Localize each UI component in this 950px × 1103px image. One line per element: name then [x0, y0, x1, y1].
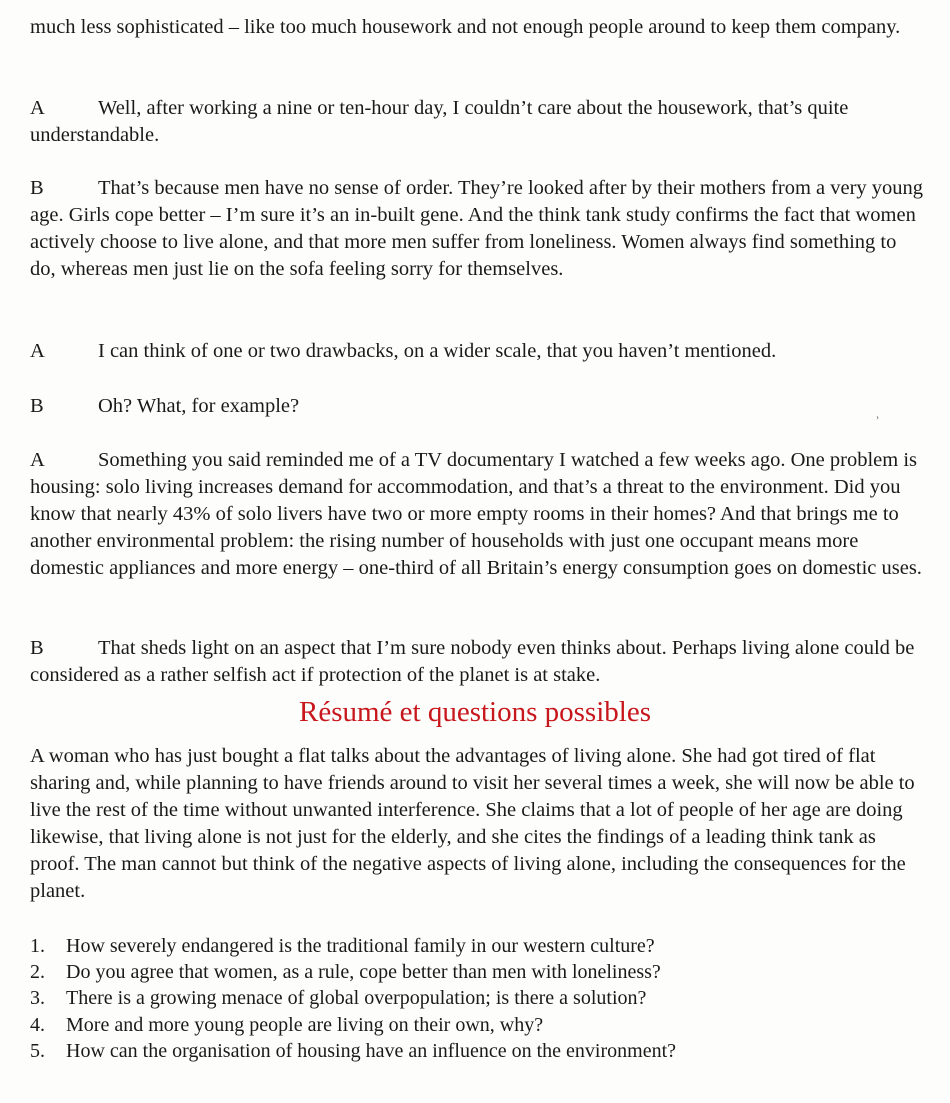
scan-speck: ›	[876, 412, 879, 422]
question-number: 5.	[30, 1039, 45, 1062]
question-number: 3.	[30, 987, 45, 1010]
speaker-label: A	[30, 449, 45, 471]
question-number: 2.	[30, 961, 45, 984]
dialogue-text: Oh? What, for example?	[98, 395, 300, 417]
question-item	[30, 933, 925, 959]
dialogue-text: much less sophisticated – like too much housework and not enough people around to keep them company.	[30, 16, 901, 38]
question-text: More and more young people are living on their own, why?	[66, 1013, 544, 1036]
summary-paragraph: A woman who has just bought a flat talks about the advantages of living alone. She had got tired of flat sharing and, while planning to have friends around to visit her several times a week, she will now be able to live the rest of the time without unwanted interference. She claims that a lot of people of her age are doing likewise, that living alone is not just for the elderly, and she cites the findings of a leading think tank as proof. The man cannot but think of the negative aspects of living alone, including the consequences for the planet.	[30, 745, 915, 902]
dialogue-text: That sheds light on an aspect that I’m sure nobody even thinks about. Perhaps living alone could be considered as a rather selfish act if protection of the planet is at stake.	[30, 637, 915, 686]
dialogue-text: That’s because men have no sense of order. They’re looked after by their mothers from a very young age. Girls cope better – I’m sure it’s an in-built gene. And the think tank study confirms the fact that women actively choose to live alone, and that more men suffer from loneliness. Women always find something to do, whereas men just lie on the sofa feeling sorry for themselves.	[30, 177, 924, 280]
dialogue-line	[30, 338, 925, 365]
dialogue-text: Well, after working a nine or ten-hour day, I couldn’t care about the housework, that’s quite understandable.	[30, 97, 849, 146]
question-text: How severely endangered is the traditional family in our western culture?	[66, 935, 655, 957]
speaker-label: B	[30, 177, 44, 199]
dialogue-text: Something you said reminded me of a TV documentary I watched a few weeks ago. One problem is housing: solo living increases demand for accommodation, and that’s a threat to the environment. Did you know that nearly 43% of solo livers have two or more empty rooms in their homes? And that brings me to another environmental problem: the rising number of households with just one occupant means more domestic appliances and more energy – one-third of all Britain’s energy consumption goes on domestic uses.	[30, 449, 922, 579]
questions-list	[30, 933, 925, 1064]
dialogue-continuation	[30, 14, 925, 41]
dialogue-line	[30, 175, 925, 283]
question-number: 1.	[30, 935, 45, 957]
question-item	[30, 959, 925, 985]
dialogue-text: I can think of one or two drawbacks, on a wider scale, that you haven’t mentioned.	[98, 340, 777, 362]
question-item	[30, 1012, 925, 1038]
speaker-label: B	[30, 395, 44, 417]
dialogue-line	[30, 95, 925, 149]
dialogue-line	[30, 635, 925, 689]
speaker-label: B	[30, 637, 44, 659]
question-item	[30, 1038, 925, 1064]
question-item	[30, 985, 925, 1011]
speaker-label: A	[30, 97, 45, 119]
speaker-label: A	[30, 340, 45, 362]
section-heading: Résumé et questions possibles	[298, 696, 651, 728]
question-text: Do you agree that women, as a rule, cope better than men with loneliness?	[66, 961, 661, 984]
dialogue-line	[30, 393, 925, 420]
question-text: There is a growing menace of global overpopulation; is there a solution?	[66, 987, 647, 1010]
question-number: 4.	[30, 1013, 45, 1036]
question-text: How can the organisation of housing have an influence on the environment?	[66, 1039, 677, 1062]
dialogue-line	[30, 447, 925, 582]
